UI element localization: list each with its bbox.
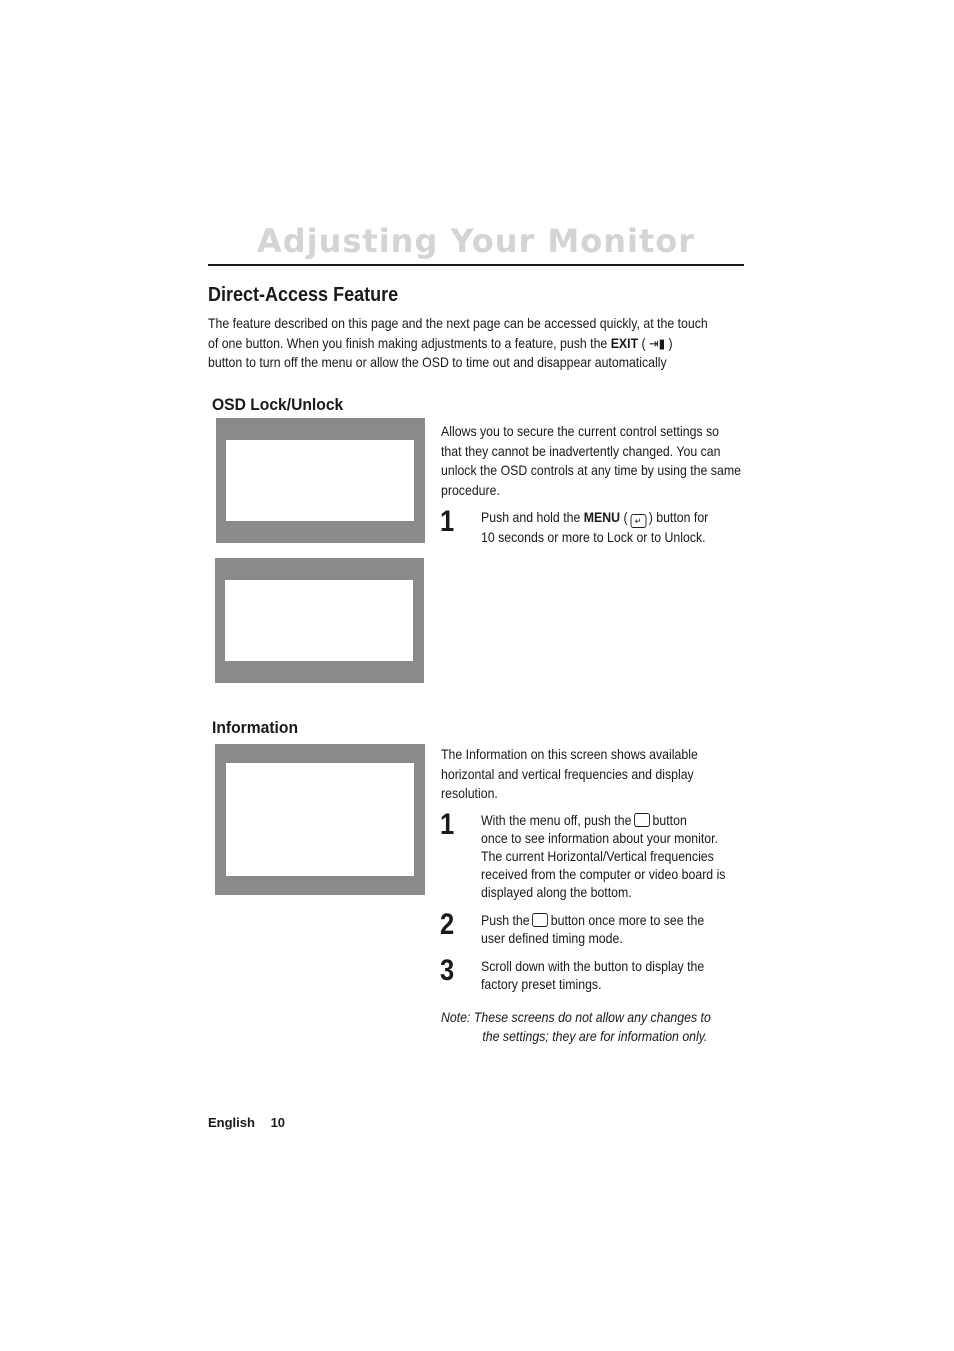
info-description: The Information on this screen shows available horizontal and vertical frequencies and display resolution. xyxy=(441,746,698,801)
osd-step-1-text: Push and hold the MENU ( ↵ ) button for 10 seconds or more to Lock or to Unlock. xyxy=(481,509,709,545)
osd-step-1-number: 1 xyxy=(440,505,455,538)
info-screen xyxy=(215,744,425,895)
info-note: Note: These screens do not allow any changes to the settings; they are for information only. xyxy=(441,1009,711,1044)
button-icon xyxy=(532,913,548,927)
intro-line-3: button to turn off the menu or allow the OSD to time out and disappear automatically xyxy=(208,354,667,370)
title-rule xyxy=(208,264,744,266)
info-step-3-text: Scroll down with the button to display the factory preset timings. xyxy=(481,958,705,992)
exit-icon: ⇥▮ xyxy=(649,335,666,351)
osd-screen-1-window xyxy=(226,440,414,521)
menu-label: MENU xyxy=(583,509,621,525)
intro-text xyxy=(208,314,708,373)
info-step-2-text: Push the button once more to see the user defined timing mode. xyxy=(481,912,705,946)
info-step-2-number: 2 xyxy=(440,908,455,941)
page-footer xyxy=(208,1115,285,1130)
osd-description: Allows you to secure the current control settings so that they cannot be inadvertently changed. You can unlock the OSD controls at any time by using the same procedure. xyxy=(441,423,741,498)
footer-language: English xyxy=(208,1115,255,1130)
page-number: 10 xyxy=(270,1115,286,1130)
osd-screen-1 xyxy=(216,418,425,543)
intro-line-1: The feature described on this page and the next page can be accessed quickly, at the touch xyxy=(208,315,708,331)
section-heading: Direct-Access Feature xyxy=(208,284,399,306)
info-heading: Information xyxy=(212,718,299,737)
menu-enter-icon: ↵ xyxy=(630,514,646,528)
osd-screen-2-window xyxy=(225,580,413,661)
info-step-3-number: 3 xyxy=(440,954,455,987)
osd-heading: OSD Lock/Unlock xyxy=(212,395,344,414)
info-step-1-number: 1 xyxy=(440,808,455,841)
info-screen-window xyxy=(226,763,414,876)
exit-label: EXIT xyxy=(610,334,639,351)
osd-screen-2 xyxy=(215,558,424,683)
intro-line-2: of one button. When you finish making adjustments to a feature, push the EXIT ( ⇥▮ ) xyxy=(208,334,708,354)
button-icon xyxy=(634,813,650,827)
page-title: Adjusting Your Monitor xyxy=(256,222,696,260)
info-step-1-text: With the menu off, push the button once to see information about your monitor. The current Horizontal/Vertical frequencies received from the computer or video board is displayed along the bottom. xyxy=(481,812,726,900)
